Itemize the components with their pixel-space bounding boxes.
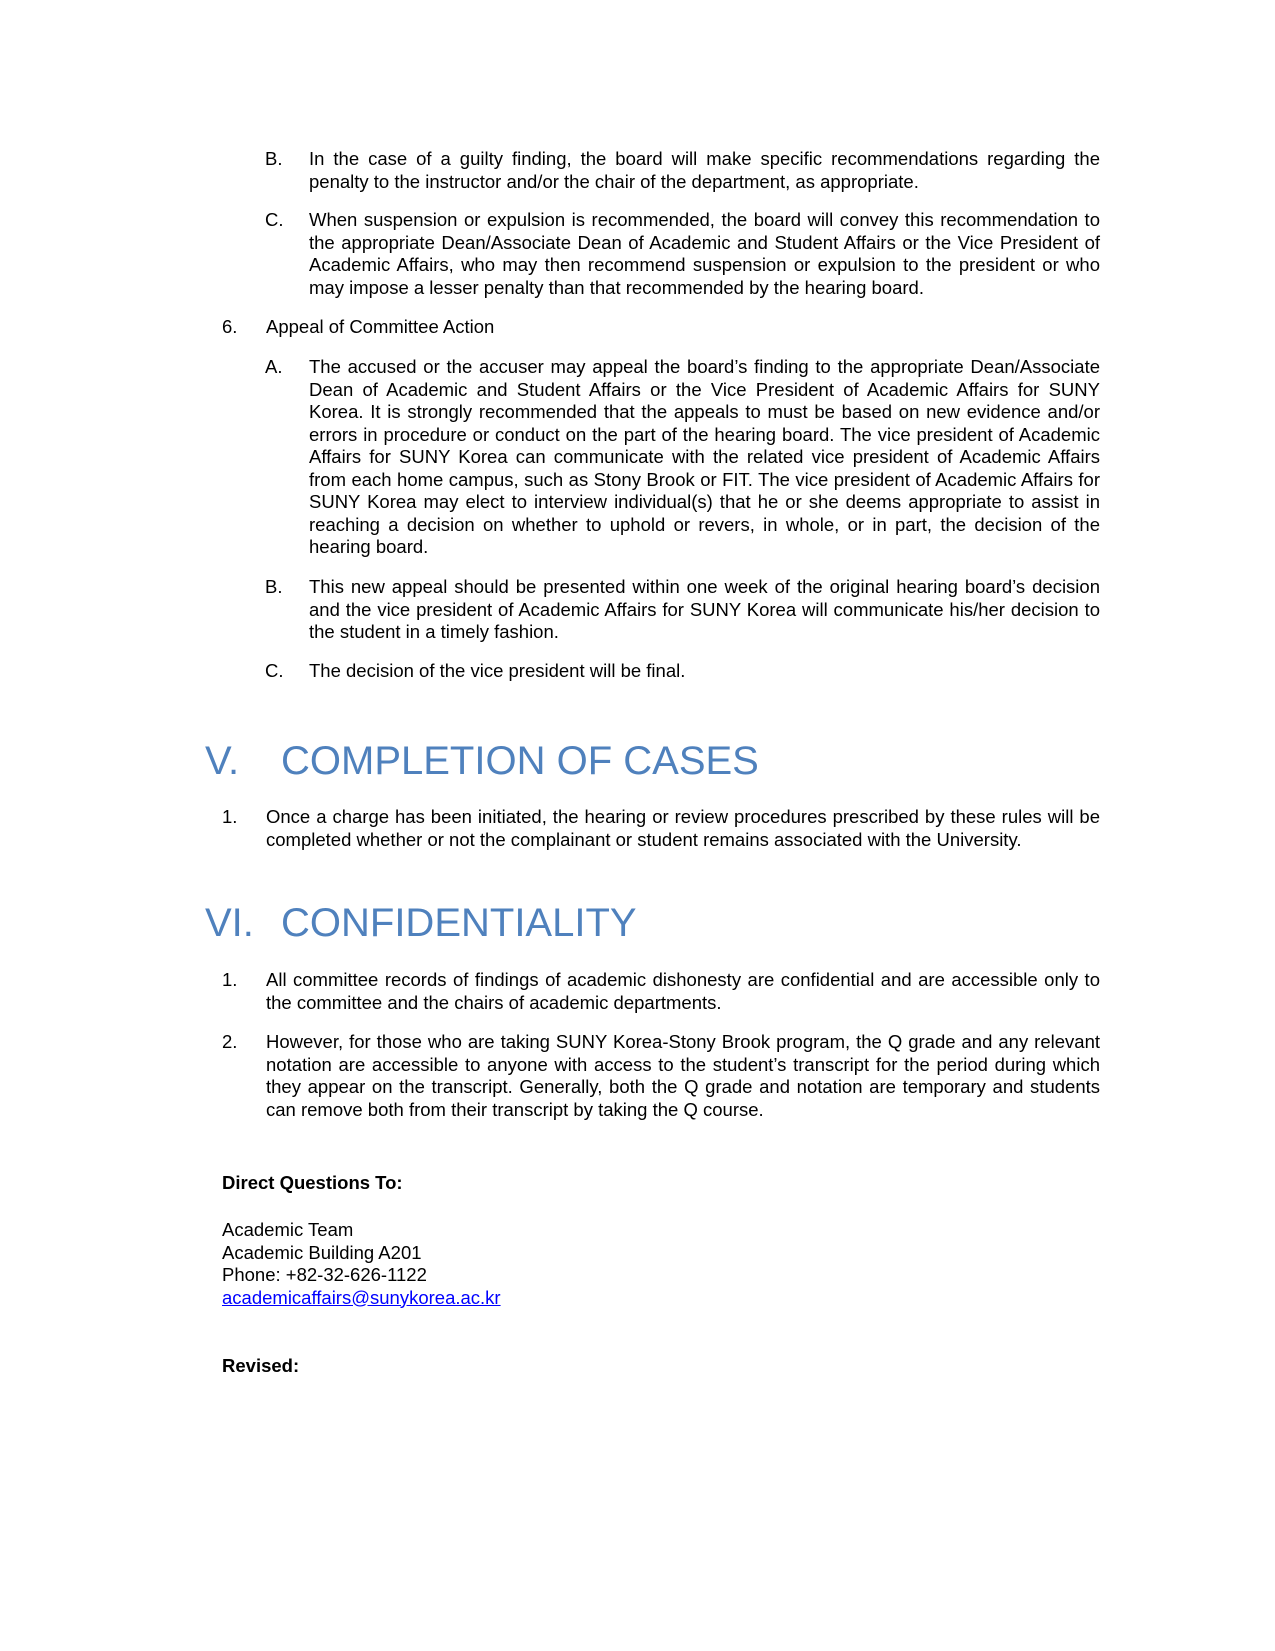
item-title: Appeal of Committee Action (266, 316, 495, 337)
numbered-item-6 (222, 316, 1100, 339)
section-vi-heading (205, 900, 637, 946)
item-marker: 1. (222, 806, 238, 827)
item-text: However, for those who are taking SUNY Korea-Stony Brook program, the Q grade and any relevant notation are accessible to anyone with access to the student’s transcript for the period during which they appear on the transcript. Generally, both the Q grade and notation are temporary and students can remove both from their transcript by taking the Q course. (266, 1031, 1100, 1120)
item-marker: 6. (222, 316, 238, 337)
sub-item-text: This new appeal should be presented within one week of the original hearing board’s decision and the vice president of Academic Affairs for SUNY Korea will communicate his/her decision to the student in a timely fashion. (309, 576, 1100, 642)
sub-item-marker: B. (265, 148, 283, 169)
item-text: All committee records of findings of academic dishonesty are confidential and are accessible only to the committee and the chairs of academic departments. (266, 969, 1100, 1013)
sub-item-6a (265, 356, 1100, 559)
contact-email-link[interactable]: academicaffairs@sunykorea.ac.kr (222, 1286, 501, 1308)
section-v-heading (205, 738, 759, 784)
sub-item-5b (265, 148, 1100, 193)
sub-item-text: The decision of the vice president will be final. (309, 660, 686, 681)
sub-item-text: In the case of a guilty finding, the board will make specific recommendations regarding the penalty to the instructor and/or the chair of the department, as appropriate. (309, 148, 1100, 192)
contact-heading: Direct Questions To: (222, 1172, 403, 1193)
section-number: VI. (205, 901, 254, 945)
section-title: COMPLETION OF CASES (281, 739, 759, 783)
contact-phone: Phone: +82-32-626-1122 (222, 1264, 427, 1285)
section-vi-item-1 (222, 969, 1100, 1014)
contact-team: Academic Team (222, 1219, 354, 1240)
sub-item-marker: A. (265, 356, 283, 377)
sub-item-marker: B. (265, 576, 283, 597)
item-marker: 2. (222, 1031, 238, 1052)
sub-item-6b (265, 576, 1100, 644)
item-marker: 1. (222, 969, 238, 990)
sub-item-text: When suspension or expulsion is recommended, the board will convey this recommendation to the appropriate Dean/Associate Dean of Academic and Student Affairs or the Vice President of Academic Affairs, who may then recommend suspension or expulsion to the president or who may impose a lesser penalty than that recommended by the hearing board. (309, 209, 1100, 298)
revised-label: Revised: (222, 1355, 300, 1376)
sub-item-6c (265, 660, 1100, 683)
contact-block (222, 1219, 722, 1309)
sub-item-5c (265, 209, 1100, 299)
section-vi-item-2 (222, 1031, 1100, 1121)
sub-item-marker: C. (265, 660, 284, 681)
section-title: CONFIDENTIALITY (281, 901, 637, 945)
sub-item-marker: C. (265, 209, 284, 230)
sub-item-text: The accused or the accuser may appeal the board’s finding to the appropriate Dean/Associate Dean of Academic and Student Affairs or the Vice President of Academic Affairs for SUNY Korea. It is strongly recommended that the appeals to must be based on new evidence and/or errors in procedure or conduct on the part of the hearing board. The vice president of Academic Affairs for SUNY Korea can communicate with the related vice president of Academic Affairs from each home campus, such as Stony Brook or FIT. The vice president of Academic Affairs for SUNY Korea may elect to interview individual(s) that he or she deems appropriate to assist in reaching a decision on whether to uphold or revers, in whole, or in part, the decision of the hearing board. (309, 356, 1100, 557)
item-text: Once a charge has been initiated, the hearing or review procedures prescribed by these rules will be completed whether or not the complainant or student remains associated with the University. (266, 806, 1100, 850)
section-number: V. (205, 739, 240, 783)
section-v-item-1 (222, 806, 1100, 851)
contact-building: Academic Building A201 (222, 1241, 422, 1263)
